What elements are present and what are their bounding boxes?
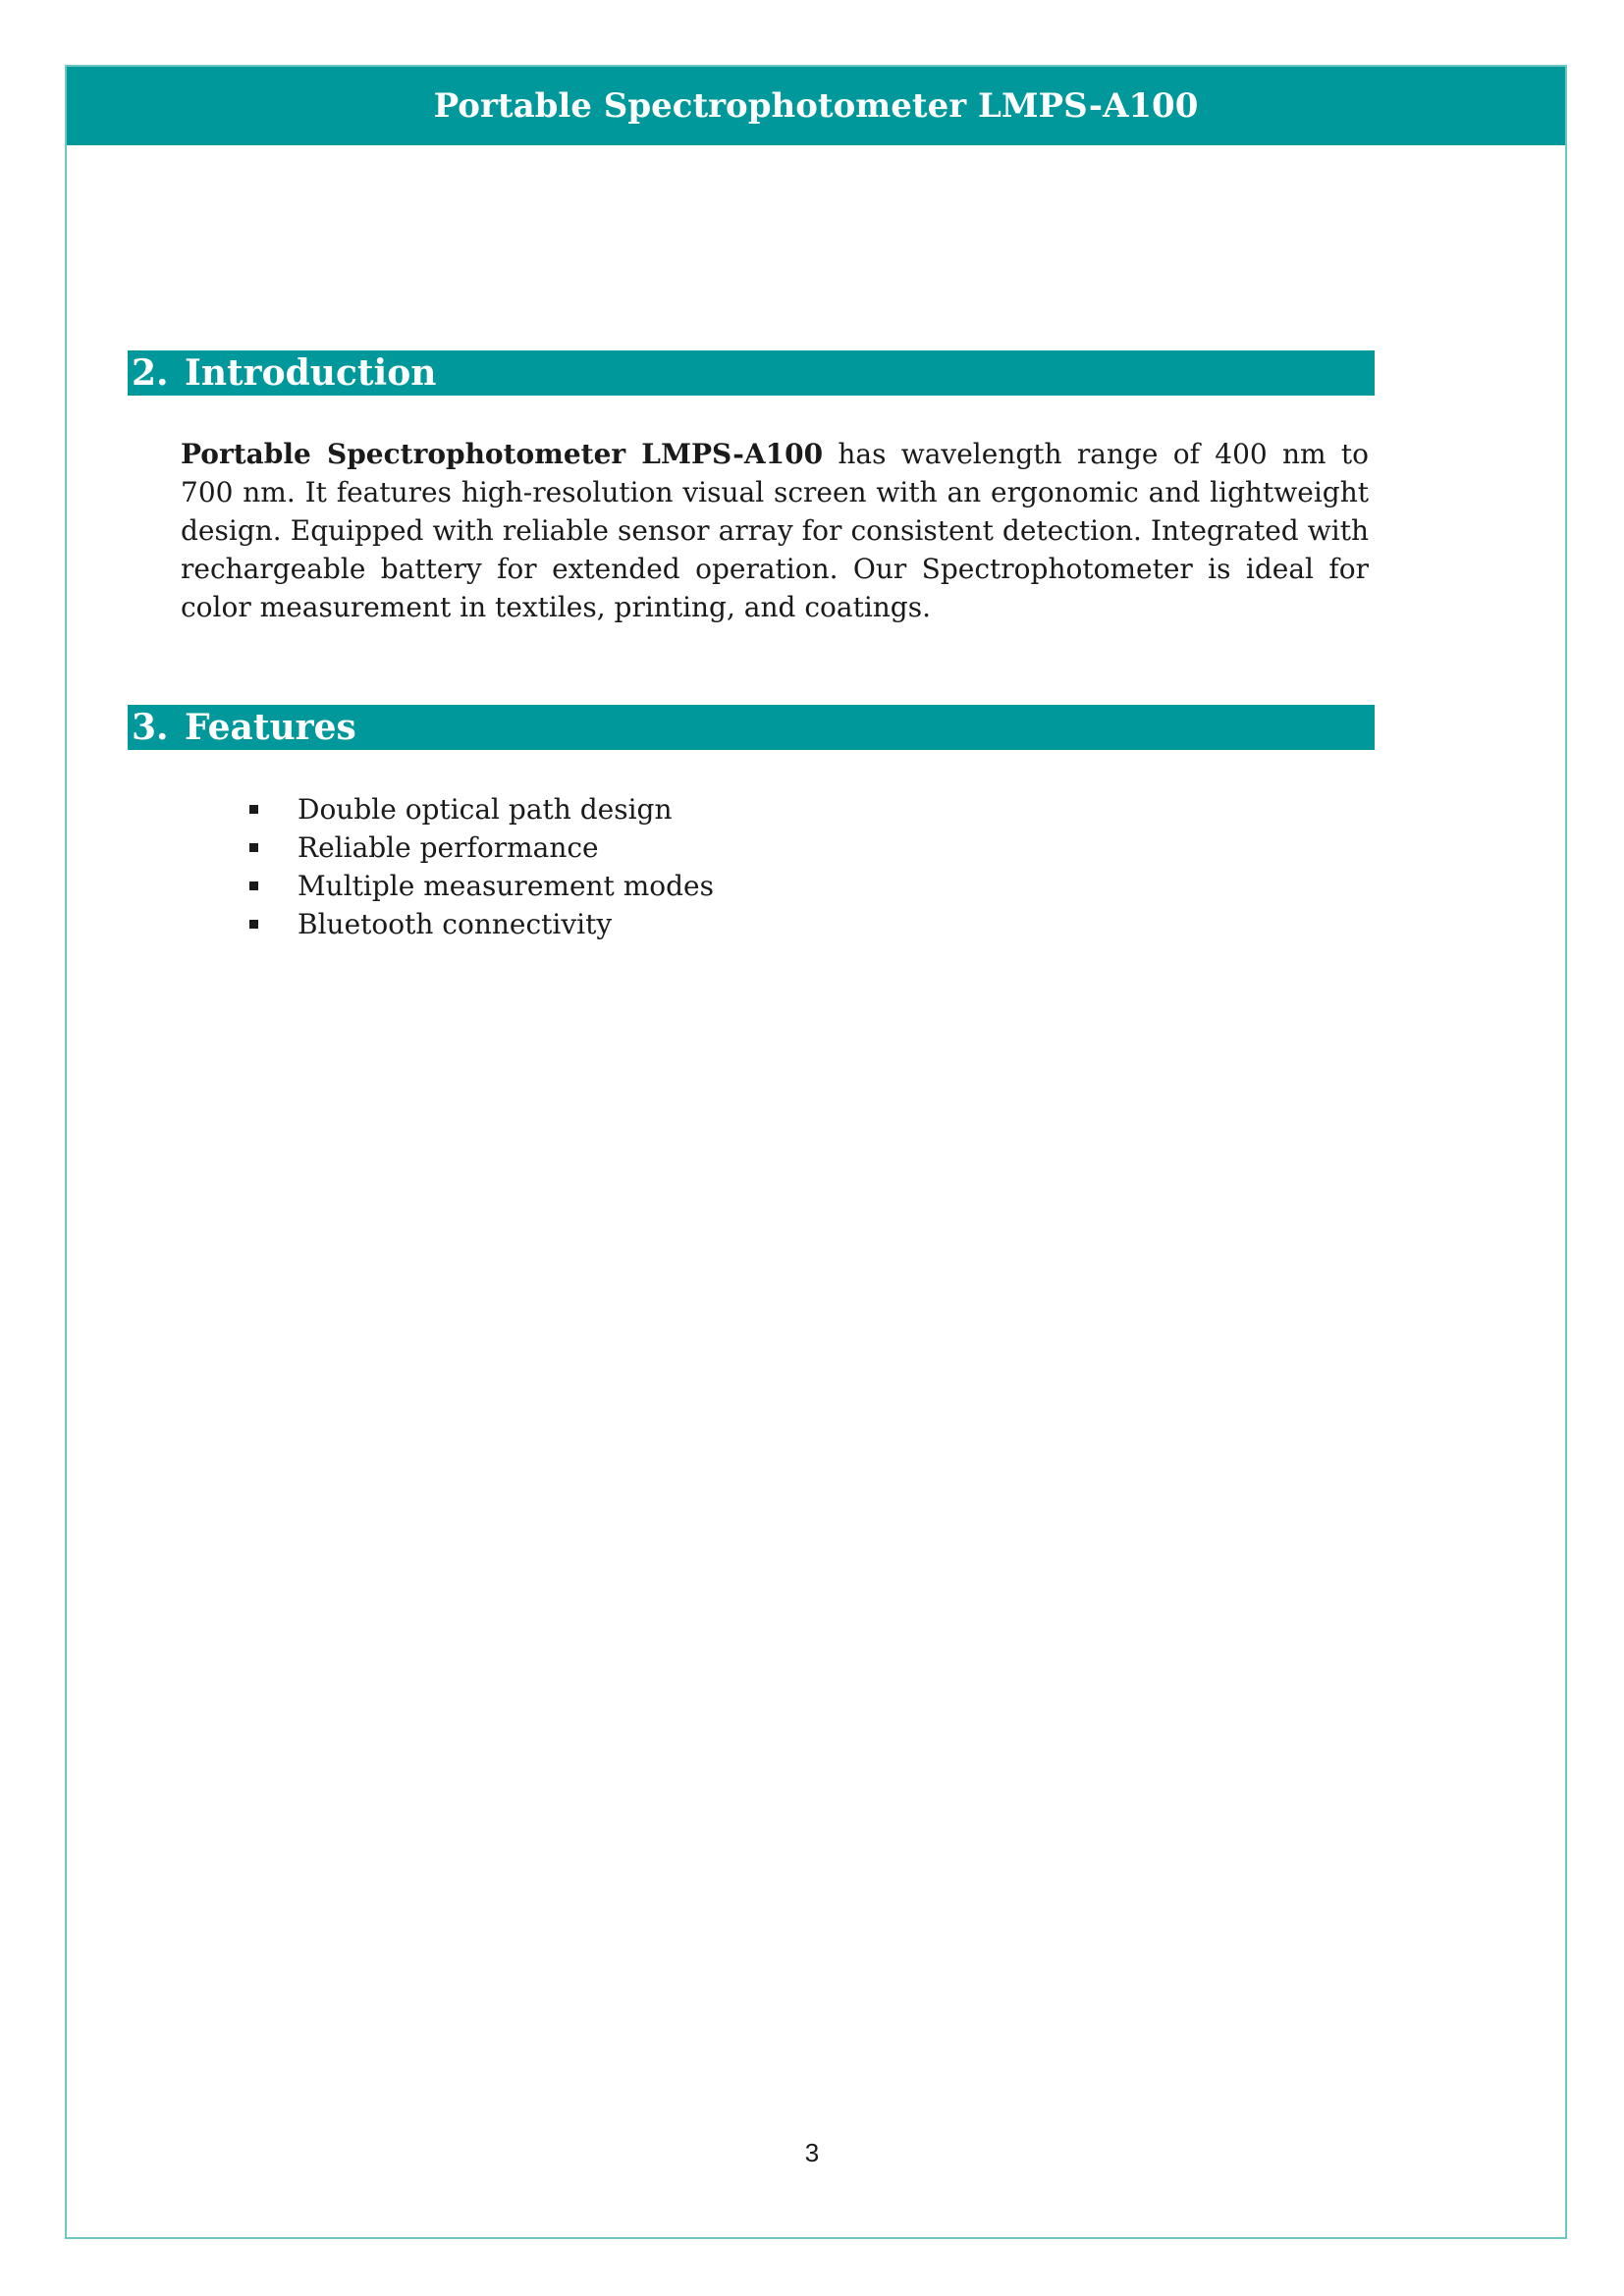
feature-text: Bluetooth connectivity <box>298 908 613 940</box>
square-bullet-icon <box>249 805 258 814</box>
section-number: 2. <box>132 352 169 394</box>
list-item <box>249 867 714 905</box>
document-title: Portable Spectrophotometer LMPS-A100 <box>433 86 1199 126</box>
square-bullet-icon <box>249 881 258 890</box>
list-item <box>249 905 714 943</box>
page-number: 3 <box>804 2138 820 2167</box>
introduction-body: has wavelength range of 400 nm to 700 nm. It features high-resolution visual screen with an ergonomic and lightweight design. Equipped with reliable sensor array for consistent detection. Integrated with rechargeable battery for extended operation. Our Spectrophotometer is ideal for color measurement in textiles, printing, and coatings. <box>181 438 1369 623</box>
introduction-paragraph <box>181 435 1369 626</box>
square-bullet-icon <box>249 920 258 929</box>
list-item <box>249 790 714 828</box>
features-list <box>249 790 714 943</box>
list-item <box>249 828 714 867</box>
product-name: Portable Spectrophotometer LMPS-A100 <box>181 438 824 470</box>
section-number: 3. <box>132 707 169 748</box>
square-bullet-icon <box>249 843 258 852</box>
feature-text: Reliable performance <box>298 831 599 864</box>
section-title: Introduction <box>185 352 437 394</box>
feature-text: Double optical path design <box>298 793 673 826</box>
section-heading-features <box>128 705 1375 750</box>
section-title: Features <box>185 707 356 748</box>
feature-text: Multiple measurement modes <box>298 870 714 902</box>
section-heading-introduction <box>128 350 1375 396</box>
header-bar <box>67 67 1565 145</box>
